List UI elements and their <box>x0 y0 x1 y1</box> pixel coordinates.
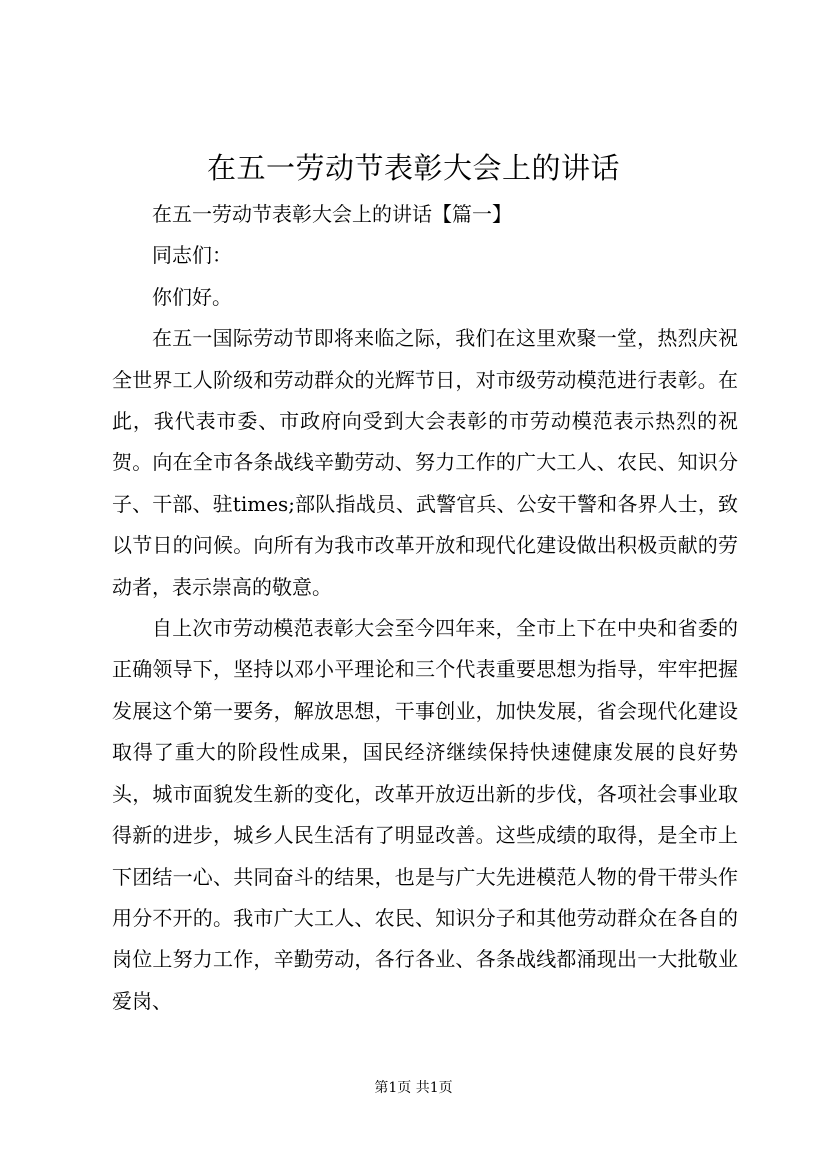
paragraph: 在五一国际劳动节即将来临之际，我们在这里欢聚一堂，热烈庆祝全世界工人阶级和劳动群众的光辉节日，对市级劳动模范进行表彰。在此，我代表市委、市政府向受到大会表彰的市劳动模范表示热烈的祝贺。向在全市各条战线辛勤劳动、努力工作的广大工人、农民、知识分子、干部、驻times;部队指战员、武警官兵、公安干警和各界人士，致以节日的问候。向所有为我市改革开放和现代化建设做出积极贡献的劳动者，表示崇高的敬意。 <box>112 326 738 599</box>
greeting: 你们好。 <box>152 284 232 309</box>
salutation: 同志们： <box>152 243 232 268</box>
document-title: 在五一劳动节表彰大会上的讲话 <box>206 151 620 185</box>
paragraph: 自上次市劳动模范表彰大会至今四年来，全市上下在中央和省委的正确领导下，坚持以邓小平理论和三个代表重要思想为指导，牢牢把握发展这个第一要务，解放思想，干事创业，加快发展，省会现代化建设取得了重大的阶段性成果，国民经济继续保持快速健康发展的良好势头，城市面貌发生新的变化，改革开放迈出新的步伐，各项社会事业取得新的进步，城乡人民生活有了明显改善。这些成绩的取得，是全市上下团结一心、共同奋斗的结果，也是与广大先进模范人物的骨干带头作用分不开的。我市广大工人、农民、知识分子和其他劳动群众在各自的岗位上努力工作，辛勤劳动，各行各业、各条战线都涌现出一大批敬业爱岗、 <box>112 616 738 1013</box>
page-footer: 第1页 共1页 <box>374 1080 453 1096</box>
section-heading: 在五一劳动节表彰大会上的讲话【篇一】 <box>152 202 512 226</box>
document-body <box>112 194 738 1022</box>
